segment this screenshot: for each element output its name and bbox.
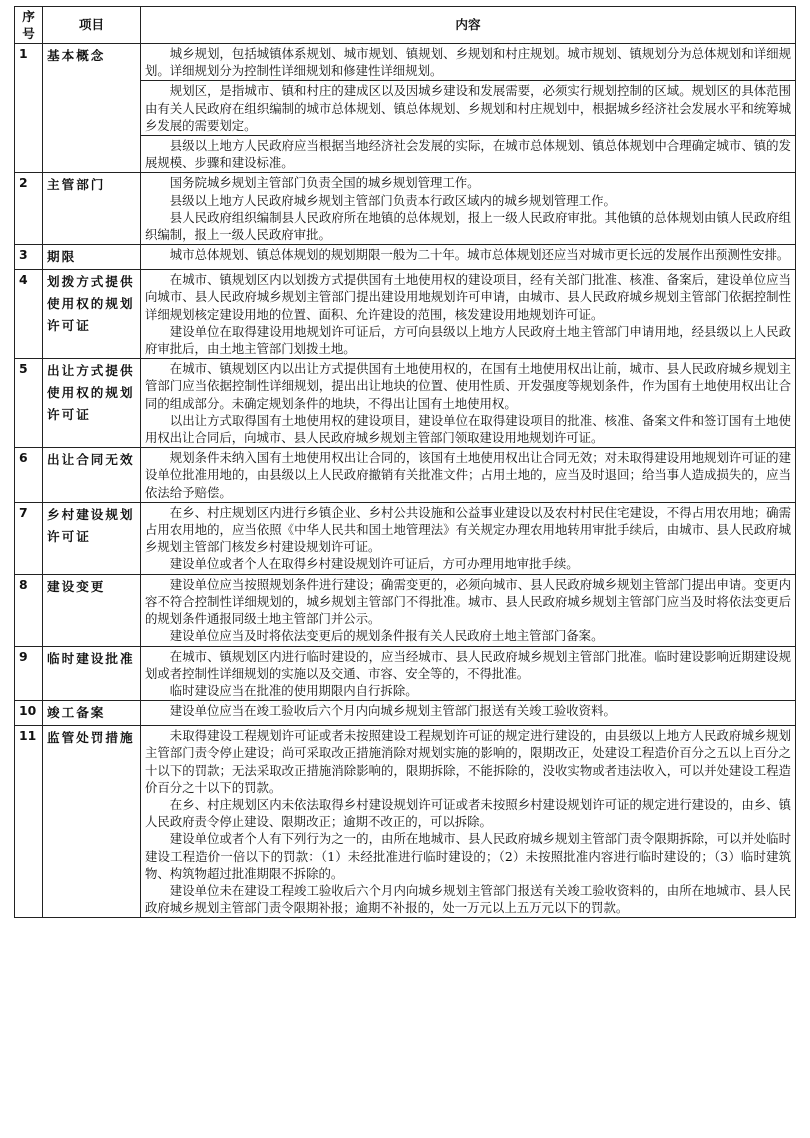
table-header-row [15, 7, 796, 44]
content-paragraph: 建设单位应当及时将依法变更后的规划条件报有关人民政府土地主管部门备案。 [169, 628, 604, 644]
row-item-title: 出让方式提供使用权的规划许可证 [43, 359, 141, 448]
content-cell [141, 81, 796, 136]
content-paragraph: 在乡、村庄规划区内未依法取得乡村建设规划许可证或者未按照乡村建设规划许可证的规定进行建设的，由乡、镇人民政府责令停止建设、限期改正；逾期不改正的，可以拆除。 [145, 796, 791, 830]
content-paragraph: 建设单位应当按照规划条件进行建设；确需变更的，必须向城市、县人民政府城乡规划主管部门提出申请。变更内容不符合控制性详细规划的，城乡规划主管部门不得批准。城市、县人民政府城乡规划主管部门应当及时将依法变更后的规划条件通报同级土地主管部门并公示。 [145, 576, 791, 627]
content-paragraph: 在城市、镇规划区内以出让方式提供国有土地使用权的，在国有土地使用权出让前，城市、县人民政府城乡规划主管部门应当依据控制性详细规划，提出出让地块的位置、使用性质、开发强度等规划条件，作为国有土地使用权出让合同的组成部分。未确定规划条件的地块，不得出让国有土地使用权。 [145, 361, 791, 411]
row-number: 8 [15, 574, 43, 646]
row-item-title: 乡村建设规划许可证 [43, 502, 141, 574]
content-cell [141, 726, 796, 918]
content-cell [141, 701, 796, 726]
content-paragraph: 在城市、镇规划区内进行临时建设的，应当经城市、县人民政府城乡规划主管部门批准。临时建设影响近期建设规划或者控制性详细规划的实施以及交通、市容、安全等的，不得批准。 [145, 648, 791, 681]
row-item-title: 基本概念 [43, 44, 141, 173]
row-number: 10 [15, 701, 43, 726]
row-number: 4 [15, 270, 43, 359]
row-item-title: 监管处罚措施 [43, 726, 141, 918]
row-number: 2 [15, 173, 43, 245]
table-row [15, 502, 796, 574]
content-paragraph: 规划区，是指城市、镇和村庄的建成区以及因城乡建设和发展需要，必须实行规划控制的区域。规划区的具体范围由有关人民政府在组织编制的城市总体规划、镇总体规划、乡规划和村庄规划中，根据城乡经济社会发展水平和统筹城乡发展的需要划定。 [145, 83, 791, 133]
content-cell [141, 136, 796, 173]
row-item-title: 临时建设批准 [43, 646, 141, 701]
content-paragraph: 建设单位未在建设工程竣工验收后六个月内向城乡规划主管部门报送有关竣工验收资料的，由所在地城市、县人民政府城乡规划主管部门责令限期补报；逾期不补报的，处一万元以上五万元以下的罚款。 [145, 882, 791, 916]
row-item-title: 期限 [43, 245, 141, 270]
content-paragraph: 建设单位或者个人在取得乡村建设规划许可证后，方可办理用地审批手续。 [169, 556, 579, 572]
row-number: 5 [15, 359, 43, 448]
content-paragraph: 县级以上地方人民政府城乡规划主管部门负责本行政区域内的城乡规划管理工作。 [169, 192, 616, 208]
table-row [15, 646, 796, 701]
header-item: 项目 [43, 7, 141, 44]
content-cell [141, 448, 796, 503]
table-row [15, 44, 796, 81]
table-row [15, 726, 796, 918]
table-body [15, 44, 796, 918]
row-number: 3 [15, 245, 43, 270]
content-paragraph: 未取得建设工程规划许可证或者未按照建设工程规划许可证的规定进行建设的，由县级以上地方人民政府城乡规划主管部门责令停止建设；尚可采取改正措施消除对规划实施的影响的，限期改正，处建设工程造价百分之五以上百分之十以下的罚款；无法采取改正措施消除影响的，限期拆除，不能拆除的，没收实物或者违法收入，可以并处建设工程造价百分之十以下的罚款。 [145, 728, 791, 795]
content-paragraph: 城市总体规划、镇总体规划的规划期限一般为二十年。城市总体规划还应当对城市更长远的发展作出预测性安排。 [169, 247, 790, 263]
content-cell [141, 173, 796, 245]
content-cell [141, 502, 796, 574]
row-item-title: 主管部门 [43, 173, 141, 245]
content-paragraph: 以出让方式取得国有土地使用权的建设项目，建设单位在取得建设项目的批准、核准、备案文件和签订国有土地使用权出让合同后，向城市、县人民政府城乡规划主管部门领取建设用地规划许可证。 [145, 412, 791, 446]
content-cell [141, 270, 796, 359]
content-paragraph: 县级以上地方人民政府应当根据当地经济社会发展的实际，在城市总体规划、镇总体规划中合理确定城市、镇的发展规模、步骤和建设标准。 [145, 138, 791, 171]
row-number: 1 [15, 44, 43, 173]
content-cell [141, 646, 796, 701]
row-number: 7 [15, 502, 43, 574]
header-content: 内容 [141, 7, 796, 44]
table-row [15, 701, 796, 726]
content-cell [141, 44, 796, 81]
row-item-title: 划拨方式提供使用权的规划许可证 [43, 270, 141, 359]
content-paragraph: 建设单位或者个人有下列行为之一的，由所在地城市、县人民政府城乡规划主管部门责令限期拆除，可以并处临时建设工程造价一倍以下的罚款：（1）未经批准进行临时建设的；（2）未按照批准内容进行临时建设的；（3）临时建筑物、构筑物超过批准期限不拆除的。 [145, 831, 791, 881]
row-item-title: 建设变更 [43, 574, 141, 646]
regulation-table [14, 6, 796, 918]
table-row [15, 173, 796, 245]
header-seq: 序号 [15, 7, 43, 44]
row-number: 6 [15, 448, 43, 503]
content-paragraph: 建设单位在取得建设用地规划许可证后，方可向县级以上地方人民政府土地主管部门申请用地，经县级以上人民政府审批后，由土地主管部门划拨土地。 [145, 323, 791, 357]
table-row [15, 270, 796, 359]
row-item-title: 出让合同无效 [43, 448, 141, 503]
content-paragraph: 规划条件未纳入国有土地使用权出让合同的，该国有土地使用权出让合同无效；对未取得建设用地规划许可证的建设单位批准用地的，由县级以上人民政府撤销有关批准文件；占用土地的，应当及时退回；给当事人造成损失的，应当依法给予赔偿。 [145, 450, 791, 500]
content-cell [141, 245, 796, 270]
row-item-title: 竣工备案 [43, 701, 141, 726]
content-paragraph: 城乡规划，包括城镇体系规划、城市规划、镇规划、乡规划和村庄规划。城市规划、镇规划分为总体规划和详细规划。详细规划分为控制性详细规划和修建性详细规划。 [145, 46, 791, 79]
table-row [15, 245, 796, 270]
content-paragraph: 国务院城乡规划主管部门负责全国的城乡规划管理工作。 [169, 175, 480, 191]
content-paragraph: 建设单位应当在竣工验收后六个月内向城乡规划主管部门报送有关竣工验收资料。 [169, 703, 616, 719]
table-row [15, 448, 796, 503]
table-row [15, 359, 796, 448]
content-cell [141, 359, 796, 448]
content-paragraph: 在乡、村庄规划区内进行乡镇企业、乡村公共设施和公益事业建设以及农村村民住宅建设，不得占用农用地；确需占用农用地的，应当依照《中华人民共和国土地管理法》有关规定办理农用地转用审批手续后，由城市、县人民政府城乡规划主管部门核发乡村建设规划许可证。 [145, 504, 791, 555]
content-paragraph: 县人民政府组织编制县人民政府所在地镇的总体规划，报上一级人民政府审批。其他镇的总体规划由镇人民政府组织编制，报上一级人民政府审批。 [145, 209, 791, 243]
content-cell [141, 574, 796, 646]
table-row [15, 574, 796, 646]
row-number: 9 [15, 646, 43, 701]
content-paragraph: 在城市、镇规划区内以划拨方式提供国有土地使用权的建设项目，经有关部门批准、核准、备案后，建设单位应当向城市、县人民政府城乡规划主管部门提出建设用地规划许可申请，由城市、县人民政府城乡规划主管部门依据控制性详细规划核定建设用地的位置、面积、允许建设的范围，核发建设用地规划许可证。 [145, 272, 791, 322]
content-paragraph: 临时建设应当在批准的使用期限内自行拆除。 [169, 682, 418, 698]
row-number: 11 [15, 726, 43, 918]
